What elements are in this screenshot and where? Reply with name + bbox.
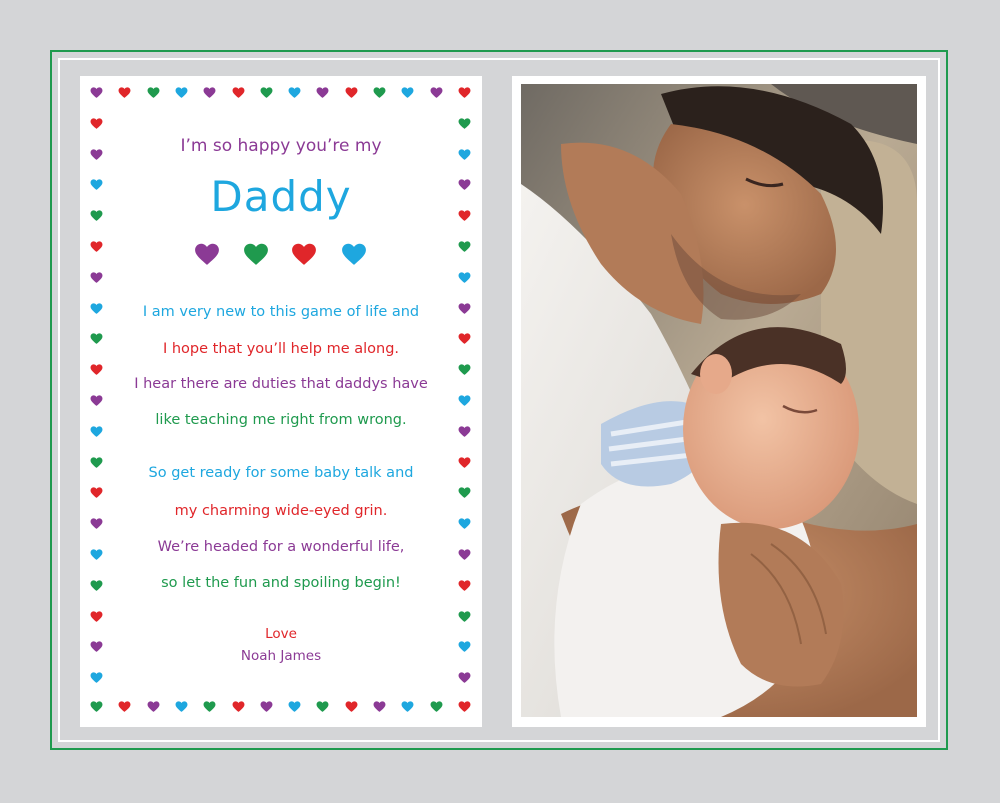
border-heart-icon	[90, 363, 103, 376]
border-heart-icon	[401, 700, 414, 713]
border-heart-icon	[232, 700, 245, 713]
border-heart-icon	[90, 240, 103, 253]
border-heart-icon	[458, 486, 471, 499]
border-heart-icon	[458, 425, 471, 438]
photo-frame	[512, 76, 926, 727]
border-heart-icon	[90, 579, 103, 592]
border-heart-icon	[90, 271, 103, 284]
border-heart-icon	[90, 117, 103, 130]
border-heart-icon	[90, 548, 103, 561]
border-heart-icon	[260, 700, 273, 713]
border-heart-icon	[147, 700, 160, 713]
border-heart-icon	[203, 86, 216, 99]
border-heart-icon	[458, 548, 471, 561]
green-heart-icon	[243, 242, 269, 266]
border-heart-icon	[345, 700, 358, 713]
poem-line-1: I am very new to this game of life and	[142, 304, 420, 320]
border-heart-icon	[90, 610, 103, 623]
border-heart-icon	[90, 178, 103, 191]
poem-line-8: so let the fun and spoiling begin!	[161, 575, 401, 591]
border-heart-icon	[90, 332, 103, 345]
border-heart-icon	[458, 271, 471, 284]
border-heart-icon	[90, 209, 103, 222]
border-heart-icon	[260, 86, 273, 99]
border-heart-icon	[316, 86, 329, 99]
border-heart-icon	[90, 671, 103, 684]
border-heart-icon	[430, 86, 443, 99]
poem-closing: Love	[265, 626, 297, 642]
border-heart-icon	[90, 86, 103, 99]
border-heart-icon	[90, 394, 103, 407]
poem-line-6: my charming wide-eyed grin.	[174, 503, 388, 519]
border-heart-icon	[458, 517, 471, 530]
border-heart-icon	[288, 700, 301, 713]
poem-line-3: I hear there are duties that daddys have	[134, 376, 428, 392]
poem-line-5: So get ready for some baby talk and	[148, 465, 414, 481]
poem-title: Daddy	[210, 172, 352, 221]
border-heart-icon	[288, 86, 301, 99]
border-heart-icon	[373, 700, 386, 713]
border-heart-icon	[458, 302, 471, 315]
border-heart-icon	[458, 456, 471, 469]
border-heart-icon	[232, 86, 245, 99]
border-heart-icon	[458, 640, 471, 653]
father-baby-photo	[521, 84, 917, 717]
border-heart-icon	[147, 86, 160, 99]
border-heart-icon	[458, 610, 471, 623]
border-heart-icon	[458, 700, 471, 713]
poem-line-7: We’re headed for a wonderful life,	[157, 539, 405, 555]
border-heart-icon	[458, 240, 471, 253]
border-heart-icon	[458, 209, 471, 222]
border-heart-icon	[430, 700, 443, 713]
border-heart-icon	[90, 486, 103, 499]
border-heart-icon	[175, 700, 188, 713]
red-heart-icon	[291, 242, 317, 266]
border-heart-icon	[90, 302, 103, 315]
poem-intro: I’m so happy you’re my	[180, 136, 382, 156]
border-heart-icon	[458, 178, 471, 191]
border-heart-icon	[345, 86, 358, 99]
border-heart-icon	[458, 363, 471, 376]
border-heart-icon	[203, 700, 216, 713]
border-heart-icon	[175, 86, 188, 99]
poem-line-4: like teaching me right from wrong.	[155, 412, 407, 428]
border-heart-icon	[458, 671, 471, 684]
border-heart-icon	[118, 86, 131, 99]
border-heart-icon	[458, 332, 471, 345]
border-heart-icon	[90, 148, 103, 161]
border-heart-icon	[90, 425, 103, 438]
poem-line-2: I hope that you’ll help me along.	[162, 341, 400, 357]
border-heart-icon	[90, 517, 103, 530]
border-heart-icon	[373, 86, 386, 99]
border-heart-icon	[90, 456, 103, 469]
border-heart-icon	[90, 640, 103, 653]
border-heart-icon	[458, 148, 471, 161]
border-heart-icon	[458, 394, 471, 407]
border-heart-icon	[458, 117, 471, 130]
border-heart-icon	[401, 86, 414, 99]
border-heart-icon	[118, 700, 131, 713]
border-heart-icon	[90, 700, 103, 713]
border-heart-icon	[316, 700, 329, 713]
blue-heart-icon	[341, 242, 367, 266]
poem-signature: Noah James	[240, 648, 322, 664]
poem-card	[80, 76, 482, 727]
border-heart-icon	[458, 86, 471, 99]
border-heart-icon	[458, 579, 471, 592]
purple-heart-icon	[194, 242, 220, 266]
